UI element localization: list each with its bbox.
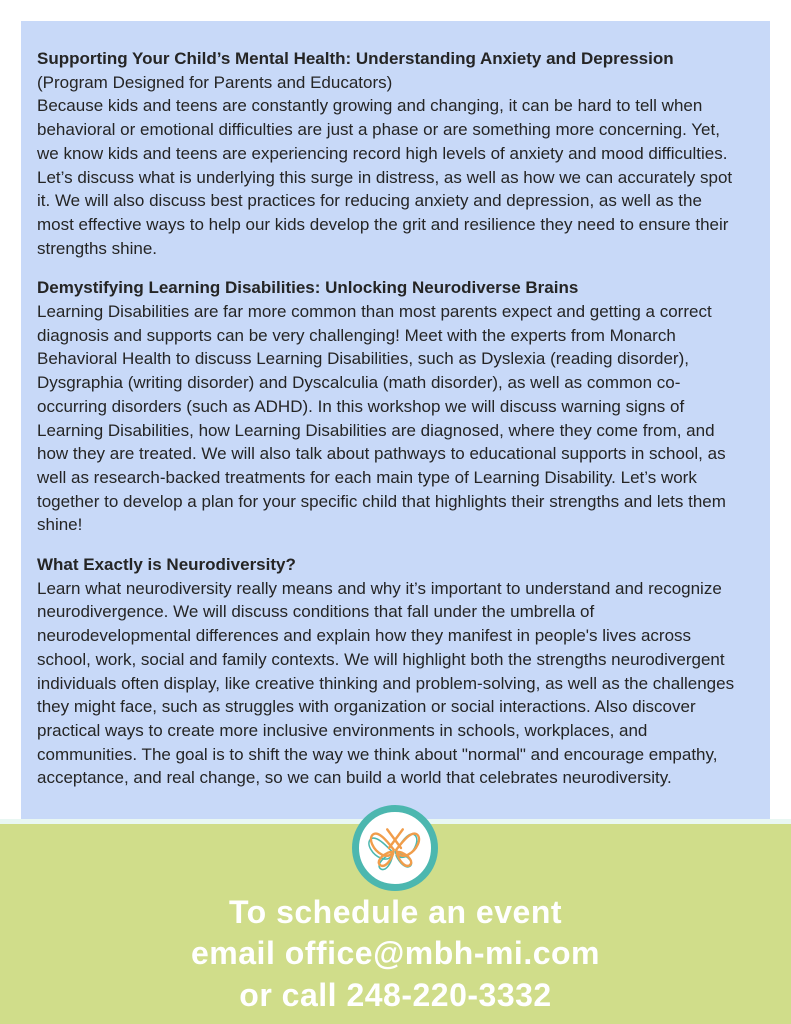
program-description: Learn what neurodiversity really means and why it’s important to understand and recognize neurodivergence. We will discuss conditions that fall under the umbrella of neurodevelopmental differences and explain how they manifest in people's lives across school, work, social and family contexts. We will highlight both the strengths neurodivergent individuals often display, like creative thinking and problem-solving, as well as the challenges they might face, such as struggles with organization or social interactions. Also discover practical ways to create more inclusive environments in schools, workplaces, and communities. The goal is to shift the way we think about "normal" and encourage empathy, acceptance, and real change, so we can build a world that celebrates neurodiversity. xyxy=(37,578,735,788)
program-section-learning-disabilities xyxy=(37,276,737,537)
program-description: Because kids and teens are constantly growing and changing, it can be hard to tell when behavioral or emotional difficulties are just a phase or are something more concerning. Yet, we know kids and teens are experiencing record high levels of anxiety and mood difficulties. Let’s discuss what is underlying this surge in distress, as well as how we can accurately spot it. We will also discuss best practices for reducing anxiety and depression, as well as the most effective ways to help our kids develop the grit and resilience they need to ensure their strengths shine. xyxy=(37,96,733,258)
program-section-anxiety-depression xyxy=(37,47,737,260)
program-description: Learning Disabilities are far more common than most parents expect and getting a correct diagnosis and supports can be very challenging! Meet with the experts from Monarch Behavioral Health to discuss Learning Disabilities, such as Dyslexia (reading disorder), Dysgraphia (writing disorder) and Dyscalculia (math disorder), as well as common co-occurring disorders (such as ADHD). In this workshop we will discuss warning signs of Learning Disabilities, how Learning Disabilities are diagnosed, where they come from, and how they are treated. We will also talk about pathways to educational supports in school, as well as research-backed treatments for each main type of Learning Disability. Let’s work together to develop a plan for your specific child that highlights their strengths and lets them shine! xyxy=(37,302,726,535)
program-title: Supporting Your Child’s Mental Health: Understanding Anxiety and Depression xyxy=(37,49,674,68)
contact-phone-text: or call 248-220-3332 xyxy=(239,976,552,1013)
program-title: Demystifying Learning Disabilities: Unlocking Neurodiverse Brains xyxy=(37,278,579,298)
butterfly-icon xyxy=(365,818,425,878)
contact-block xyxy=(191,892,600,1017)
butterfly-logo-badge xyxy=(352,805,438,891)
program-subtitle: (Program Designed for Parents and Educators) xyxy=(37,72,393,92)
contact-email-text: email office@mbh-mi.com xyxy=(191,935,600,971)
program-section-neurodiversity xyxy=(37,553,737,790)
schedule-event-text: To schedule an event xyxy=(228,893,563,930)
program-descriptions-panel xyxy=(21,21,770,819)
program-title: What Exactly is Neurodiversity? xyxy=(37,555,296,575)
